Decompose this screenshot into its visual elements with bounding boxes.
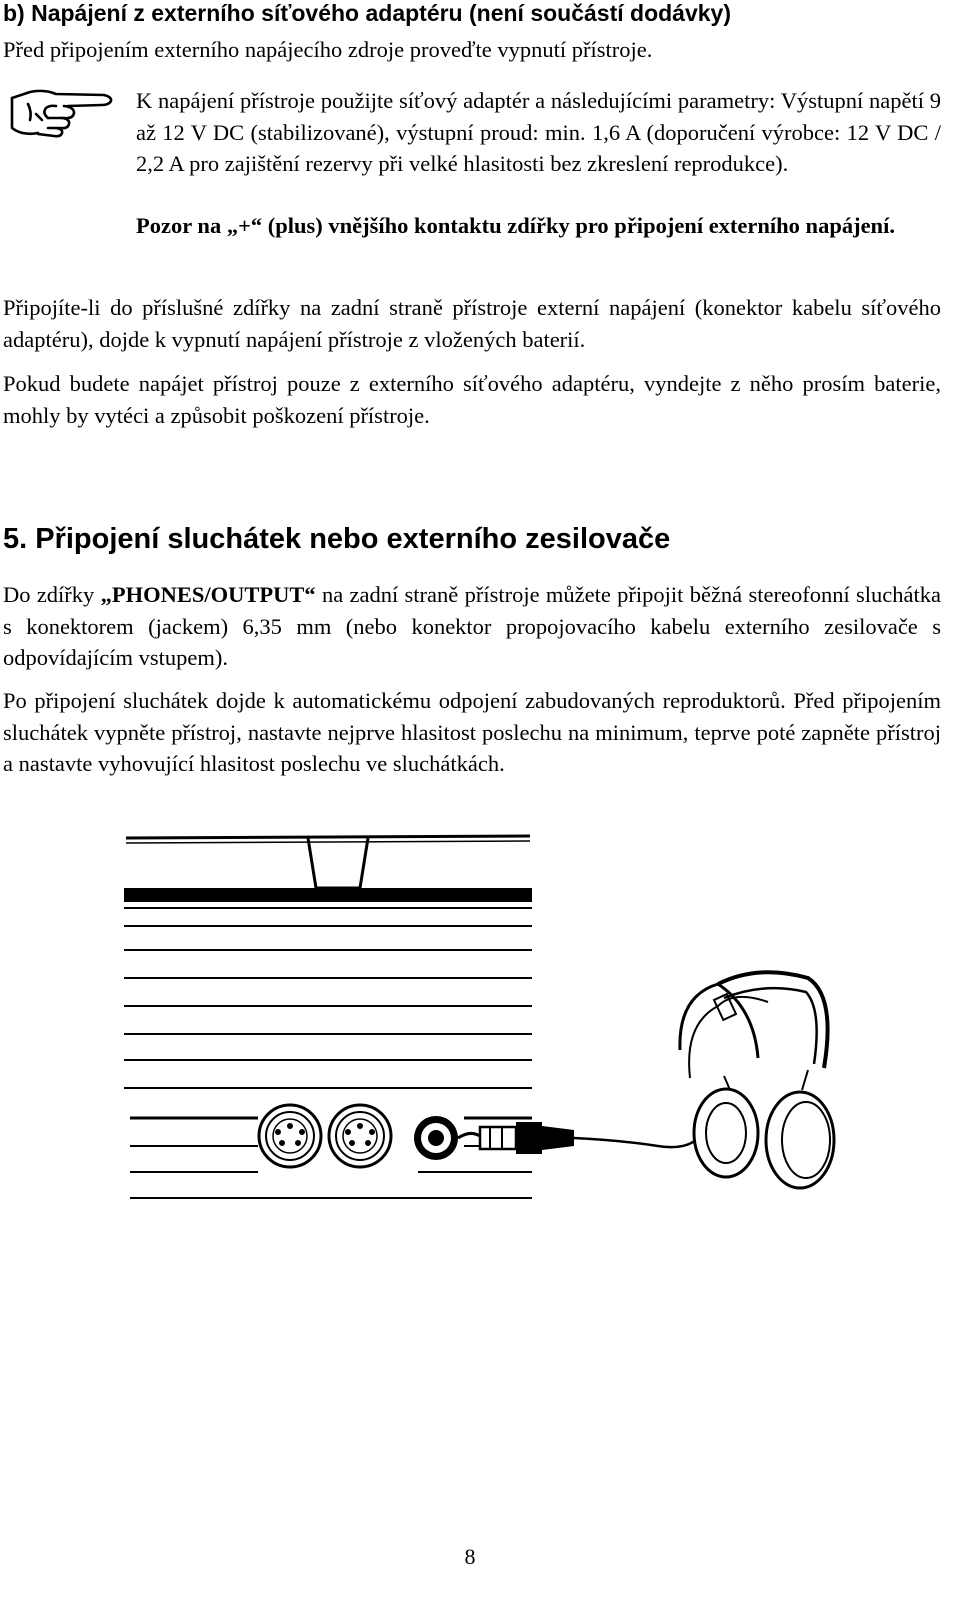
auto-disconnect-paragraph: Po připojení sluchátek dojde k automatickému odpojení zabudovaných reproduktorů. Před připojením sluchátek vypněte přístroj, nastavte nejprve hlasitost poslechu na minimum, teprve poté zapněte přístroj a nastavte vyhovující hlasitost poslechu ve sluchátkách. — [3, 688, 941, 776]
connect-paragraph: Připojíte-li do příslušné zdířky na zadní straně přístroje externí napájení (konektor kabelu síťového adaptéru), dojde k vypnutí napájení přístroje z vložených baterií. — [3, 295, 941, 352]
phones-paragraph — [3, 579, 941, 674]
section-heading-5: 5. Připojení sluchátek nebo externího zesilovače — [3, 523, 671, 555]
adapter-note: K napájení přístroje použijte síťový adaptér a následujícími parametry: Výstupní napětí 9 až 12 V DC (stabilizované), výstupní proud: min. 1,6 A (doporučení výrobce: 12 V DC / 2,2 A pro zajištění rezervy při velké hlasitosti bez zkreslení reprodukce). — [136, 88, 941, 176]
phones-jack-icon — [408, 1108, 464, 1168]
pointing-hand-icon — [8, 86, 116, 142]
headphones-connection-illustration — [118, 828, 838, 1208]
headphone-plug-icon — [458, 1122, 696, 1154]
midi-socket-icon — [258, 1098, 418, 1178]
batteries-paragraph: Pokud budete napájet přístroj pouze z externího síťového adaptéru, vyndejte z něho prosím baterie, mohly by vytéci a způsobit poškození přístroje. — [3, 371, 941, 428]
page-number: 8 — [464, 1544, 476, 1569]
phones-output-label: „PHONES/OUTPUT“ — [100, 582, 316, 607]
phones-text-before: Do zdířky — [3, 582, 101, 607]
intro-paragraph: Před připojením externího napájecího zdroje proveďte vypnutí přístroje. — [3, 37, 653, 62]
polarity-warning: Pozor na „+“ (plus) vnějšího kontaktu zdířky pro připojení externího napájení. — [136, 213, 895, 238]
section-heading-b: b) Napájení z externího síťového adaptéru (není součástí dodávky) — [3, 0, 732, 26]
headphones-icon — [680, 972, 834, 1188]
phones-text-after: na zadní straně přístroje můžete připojit běžná stereofonní sluchátka s konektorem (jackem) 6,35 mm (nebo konektor propojovacího kabelu externího zesilovače s odpovídajícím vstupem). — [3, 582, 941, 670]
